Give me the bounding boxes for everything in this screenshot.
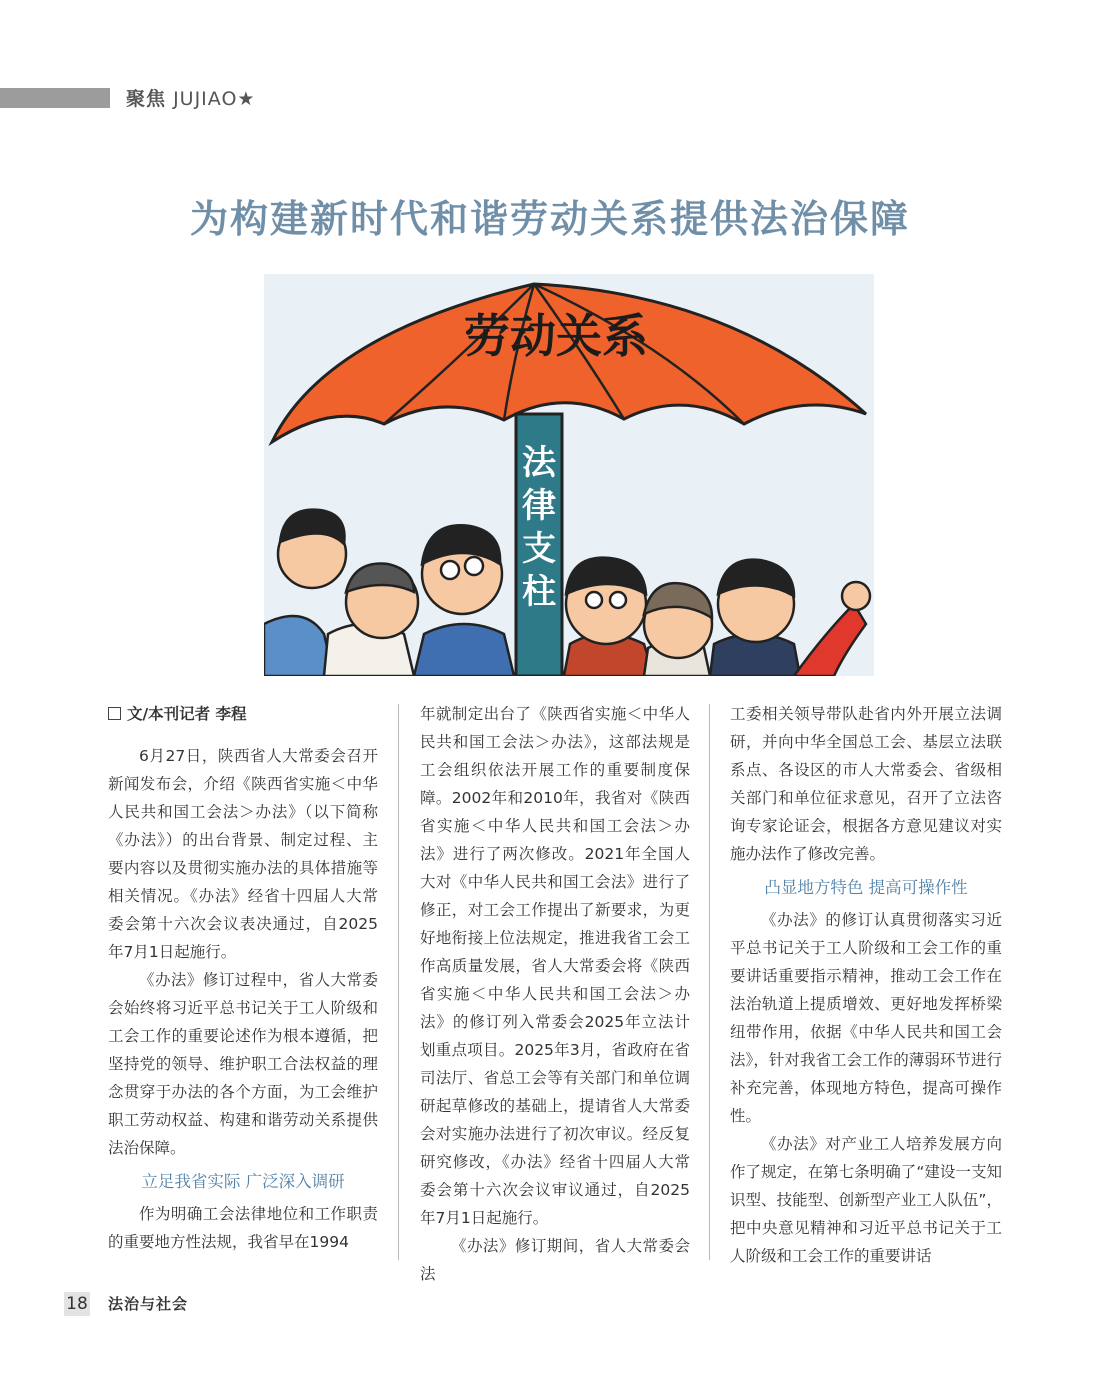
column-divider-2 <box>709 704 710 1260</box>
section-bar <box>0 88 110 108</box>
section-label-en: JUJIAO <box>173 88 238 110</box>
subheading: 凸显地方特色 提高可操作性 <box>764 878 968 897</box>
section-label <box>126 84 255 111</box>
pole-char-4: 柱 <box>522 572 556 612</box>
paragraph: 《办法》修订期间，省人大常委会法 <box>420 1237 690 1283</box>
pole-char-3: 支 <box>522 529 556 569</box>
paragraph: 6月27日，陕西省人大常委会召开新闻发布会，介绍《陕西省实施＜中华人民共和国工会法＞办法》（以下简称《办法》）的出台背景、制定过程、主要内容以及贯彻实施办法的具体措施等相关情况。《办法》经省十四届人大常委会第十六次会议表决通过，自2025年7月1日起施行。 <box>108 747 378 961</box>
pole-char-1: 法 <box>522 443 556 483</box>
page-number: 18 <box>64 1292 90 1316</box>
umbrella-illustration <box>264 274 874 676</box>
umbrella-text: 劳动关系 <box>464 309 648 363</box>
square-icon <box>108 707 121 720</box>
paragraph: 《办法》修订过程中，省人大常委会始终将习近平总书记关于工人阶级和工会工作的重要论述作为根本遵循，把坚持党的领导、维护职工合法权益的理念贯穿于办法的各个方面，为工会维护职工劳动权益、构建和谐劳动关系提供法治保障。 <box>108 971 378 1157</box>
star-icon: ★ <box>237 88 256 110</box>
pole-char-2: 律 <box>522 486 556 526</box>
paragraph: 作为明确工会法律地位和工作职责的重要地方性法规，我省早在1994 <box>108 1205 378 1251</box>
paragraph: 《办法》的修订认真贯彻落实习近平总书记关于工人阶级和工会工作的重要讲话重要指示精神，推动工会工作在法治轨道上提质增效、更好地发挥桥梁纽带作用，依据《中华人民共和国工会法》，针对我省工会工作的薄弱环节进行补充完善，体现地方特色，提高可操作性。 <box>730 911 1002 1125</box>
byline-text: 文/本刊记者 李程 <box>127 705 247 723</box>
paragraph: 《办法》对产业工人培养发展方向作了规定，在第七条明确了“建设一支知识型、技能型、创新型产业工人队伍”，把中央意见精神和习近平总书记关于工人阶级和工会工作的重要讲话 <box>730 1135 1002 1265</box>
article-title: 为构建新时代和谐劳动关系提供法治保障 <box>189 197 910 241</box>
paragraph: 工委相关领导带队赴省内外开展立法调研，并向中华全国总工会、基层立法联系点、各设区的市人大常委会、省级相关部门和单位征求意见，召开了立法咨询专家论证会，根据各方意见建议对实施办法作了修改完善。 <box>730 705 1002 863</box>
magazine-name: 法治与社会 <box>108 1295 189 1313</box>
column-3 <box>730 700 1002 1270</box>
column-2 <box>420 700 690 1288</box>
paragraph: 年就制定出台了《陕西省实施＜中华人民共和国工会法＞办法》，这部法规是工会组织依法开展工作的重要制度保障。2002年和2010年，我省对《陕西省实施＜中华人民共和国工会法＞办法》进行了两次修改。2021年全国人大对《中华人民共和国工会法》进行了修正，对工会工作提出了新要求，为更好地衔接上位法规定，推进我省工会工作高质量发展，省人大常委会将《陕西省实施＜中华人民共和国工会法＞办法》的修订列入常委会2025年立法计划重点项目。2025年3月，省政府在省司法厅、省总工会等有关部门和单位调研起草修改的基础上，提请省人大常委会对实施办法进行了初次审议。经反复研究修改，《办法》经省十四届人大常委会第十六次会议审议通过，自2025年7月1日起施行。 <box>420 705 690 1227</box>
section-label-cn: 聚焦 <box>126 88 167 110</box>
column-divider-1 <box>398 704 399 1260</box>
byline <box>108 700 378 728</box>
column-1 <box>108 700 378 1256</box>
subheading: 立足我省实际 广泛深入调研 <box>141 1172 345 1191</box>
